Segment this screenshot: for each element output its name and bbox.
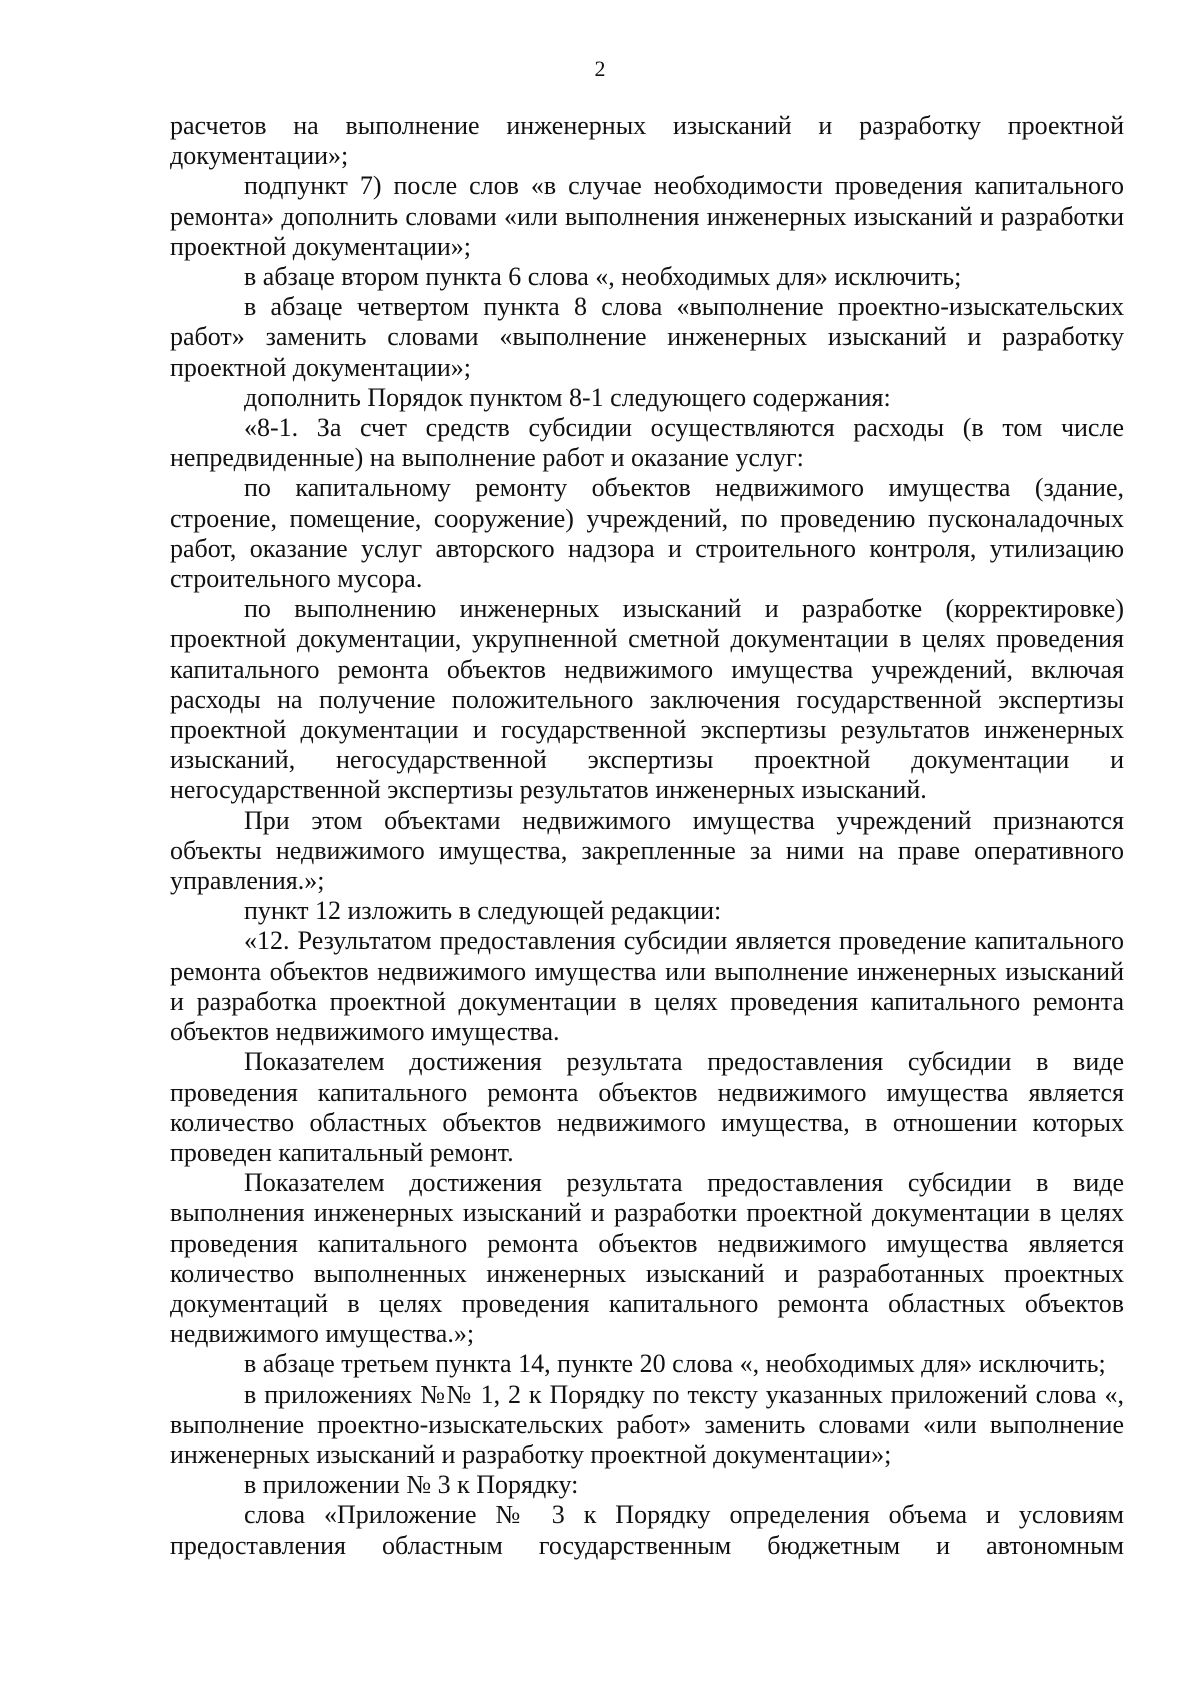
paragraph: слова «Приложение № 3 к Порядку определения объема и условиям предоставления областным государственным бюджетным и автономным [170,1500,1124,1560]
paragraph: в абзаце четвертом пункта 8 слова «выполнение проектно-изыскательских работ» заменить словами «выполнение инженерных изысканий и разработку проектной документации»; [170,292,1124,382]
paragraph: Показателем достижения результата предоставления субсидии в виде проведения капитального ремонта объектов недвижимого имущества является количество областных объектов недвижимого имущества, в отношении которых проведен капитальный ремонт. [170,1047,1124,1167]
paragraph: «8-1. За счет средств субсидии осуществляются расходы (в том числе непредвиденные) на выполнение работ и оказание услуг: [170,413,1124,473]
paragraph: в абзаце втором пункта 6 слова «, необходимых для» исключить; [244,262,962,292]
paragraph: по выполнению инженерных изысканий и разработке (корректировке) проектной документации, укрупненной сметной документации в целях проведения капитального ремонта объектов недвижимого имущества учреждений, включая расходы на получение положительного заключения государственной экспертизы проектной документации и государственной экспертизы результатов инженерных изысканий, негосударственной экспертизы проектной документации и негосударственной экспертизы результатов инженерных изысканий. [170,594,1124,805]
document-body [170,111,1124,1561]
paragraph: «12. Результатом предоставления субсидии является проведение капитального ремонта объектов недвижимого имущества или выполнение инженерных изысканий и разработка проектной документации в целях проведения капитального ремонта объектов недвижимого имущества. [170,926,1124,1047]
paragraph: в приложениях №№ 1, 2 к Порядку по тексту указанных приложений слова «, выполнение проектно-изыскательских работ» заменить словами «или выполнение инженерных изысканий и разработку проектной документации»; [170,1379,1124,1469]
paragraph: в абзаце третьем пункта 14, пункте 20 слова «, необходимых для» исключить; [244,1349,1106,1379]
paragraph: по капитальному ремонту объектов недвижимого имущества (здание, строение, помещение, сооружение) учреждений, по проведению пусконаладочных работ, оказание услуг авторского надзора и строительного контроля, утилизацию строительного мусора. [170,473,1124,594]
paragraph: Показателем достижения результата предоставления субсидии в виде выполнения инженерных изысканий и разработки проектной документации в целях проведения капитального ремонта объектов недвижимого имущества является количество выполненных инженерных изысканий и разработанных проектных документаций в целях проведения капитального ремонта областных объектов недвижимого имущества.»; [170,1168,1124,1349]
page-number: 2 [594,56,606,81]
paragraph: При этом объектами недвижимого имущества учреждений признаются объекты недвижимого имущества, закрепленные за ними на праве оперативного управления.»; [170,805,1124,896]
paragraph: дополнить Порядок пунктом 8-1 следующего содержания: [244,382,891,412]
paragraph: пункт 12 изложить в следующей редакции: [244,896,722,926]
paragraph: расчетов на выполнение инженерных изысканий и разработку проектной документации»; [170,111,1124,171]
paragraph: подпункт 7) после слов «в случае необходимости проведения капитального ремонта» дополнить словами «или выполнения инженерных изысканий и разработки проектной документации»; [170,171,1124,261]
paragraph: в приложении № 3 к Порядку: [244,1470,579,1500]
